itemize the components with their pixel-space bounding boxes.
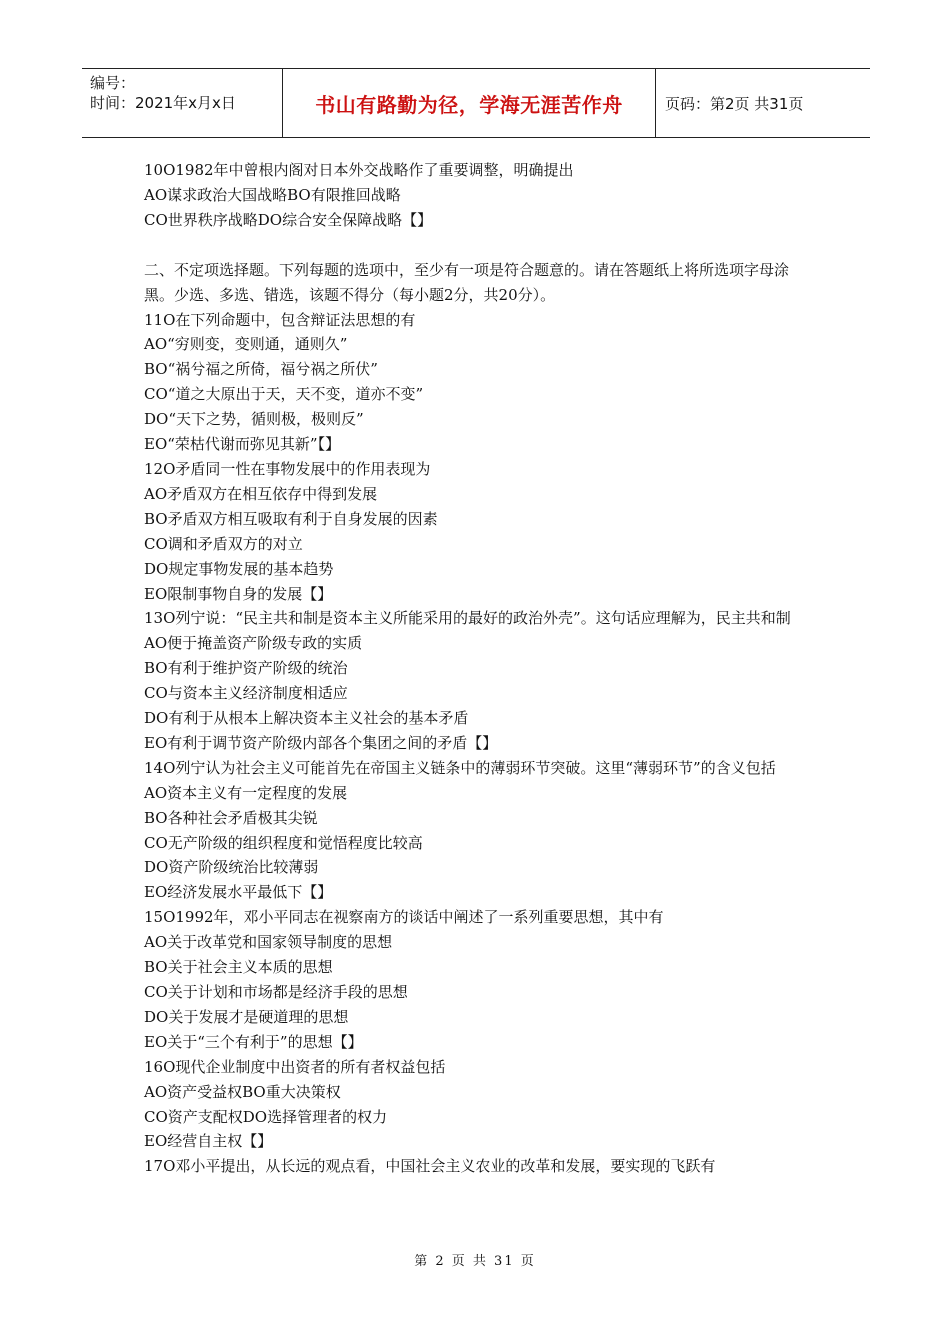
text-line: CO世界秩序战略DO综合安全保障战略【】 (144, 210, 433, 229)
exam-content (144, 158, 812, 1179)
option-line: DO资产阶级统治比较薄弱 (144, 858, 319, 877)
spacer (144, 233, 812, 258)
option-line: AO“穷则变，变则通，通则久” (144, 335, 348, 354)
page-footer: 第 2 页 共 31 页 (414, 1254, 536, 1269)
option-line: AO矛盾双方在相互依存中得到发展 (144, 484, 378, 503)
option-line: CO关于计划和市场都是经济手段的思想 (144, 983, 408, 1001)
option-line: EO有利于调节资产阶级内部各个集团之间的矛盾【】 (144, 733, 498, 752)
section-heading: 二、不定项选择题。下列每题的选项中，至少有一项是符合题意的。请在答题纸上将所选项字母涂黑。少选、多选、错选，该题不得分（每小题2分，共20分）。 (144, 260, 790, 304)
option-line: CO调和矛盾双方的对立 (144, 534, 303, 553)
option-line: BO有利于维护资产阶级的统治 (144, 659, 348, 678)
option-line: AO资本主义有一定程度的发展 (144, 783, 348, 802)
option-line: EO“荣枯代谢而弥见其新”【】 (144, 435, 341, 454)
option-line: AO关于改革党和国家领导制度的思想 (144, 933, 393, 952)
option-line: CO无产阶级的组织程度和觉悟程度比较高 (144, 833, 423, 852)
header-motto: 书山有路勤为径，学海无涯苦作舟 (282, 69, 656, 137)
option-line: BO各种社会矛盾极其尖锐 (144, 808, 318, 827)
header-page-info: 页码：第2页 共31页 (665, 94, 804, 113)
question-stem: 17O邓小平提出，从长远的观点看，中国社会主义农业的改革和发展，要实现的飞跃有 (144, 1157, 716, 1176)
option-line: BO“祸兮福之所倚，福兮祸之所伏” (144, 360, 378, 379)
document-date-label: 时间：2021年x月x日 (90, 94, 236, 112)
question-stem: 16O现代企业制度中出资者的所有者权益包括 (144, 1057, 446, 1076)
option-line: BO矛盾双方相互吸取有利于自身发展的因素 (144, 509, 438, 528)
option-line: CO资产支配权DO选择管理者的权力 (144, 1107, 388, 1126)
question-stem: 12O矛盾同一性在事物发展中的作用表现为 (144, 459, 431, 478)
option-line: CO“道之大原出于天，天不变，道亦不变” (144, 385, 424, 404)
option-line: DO“天下之势，循则极，极则反” (144, 410, 364, 429)
text-line: AO谋求政治大国战略BO有限推回战略 (144, 185, 401, 204)
option-line: EO经济发展水平最低下【】 (144, 883, 333, 902)
option-line: DO有利于从根本上解决资本主义社会的基本矛盾 (144, 709, 469, 728)
page-header (82, 68, 870, 138)
option-line: DO关于发展才是硬道理的思想 (144, 1007, 349, 1026)
question-stem: 13O列宁说：“民主共和制是资本主义所能采用的最好的政治外壳”。这句话应理解为，民主共和制 (144, 609, 791, 628)
option-line: AO资产受益权BO重大决策权 (144, 1082, 341, 1101)
option-line: EO限制事物自身的发展【】 (144, 584, 333, 603)
question-stem: 14O列宁认为社会主义可能首先在帝国主义链条中的薄弱环节突破。这里“薄弱环节”的含义包括 (144, 758, 776, 777)
option-line: BO关于社会主义本质的思想 (144, 958, 333, 977)
question-stem: 15O1992年，邓小平同志在视察南方的谈话中阐述了一系列重要思想，其中有 (144, 908, 664, 927)
option-line: AO便于掩盖资产阶级专政的实质 (144, 634, 363, 653)
option-line: EO经营自主权【】 (144, 1132, 273, 1151)
option-line: DO规定事物发展的基本趋势 (144, 559, 334, 578)
question-stem: 11O在下列命题中，包含辩证法思想的有 (144, 310, 416, 329)
option-line: CO与资本主义经济制度相适应 (144, 684, 348, 703)
document-number-label: 编号： (90, 74, 136, 92)
option-line: EO关于“三个有利于”的思想【】 (144, 1032, 363, 1051)
header-meta (82, 69, 282, 137)
text-line: 10O1982年中曾根内阁对日本外交战略作了重要调整，明确提出 (144, 161, 574, 179)
